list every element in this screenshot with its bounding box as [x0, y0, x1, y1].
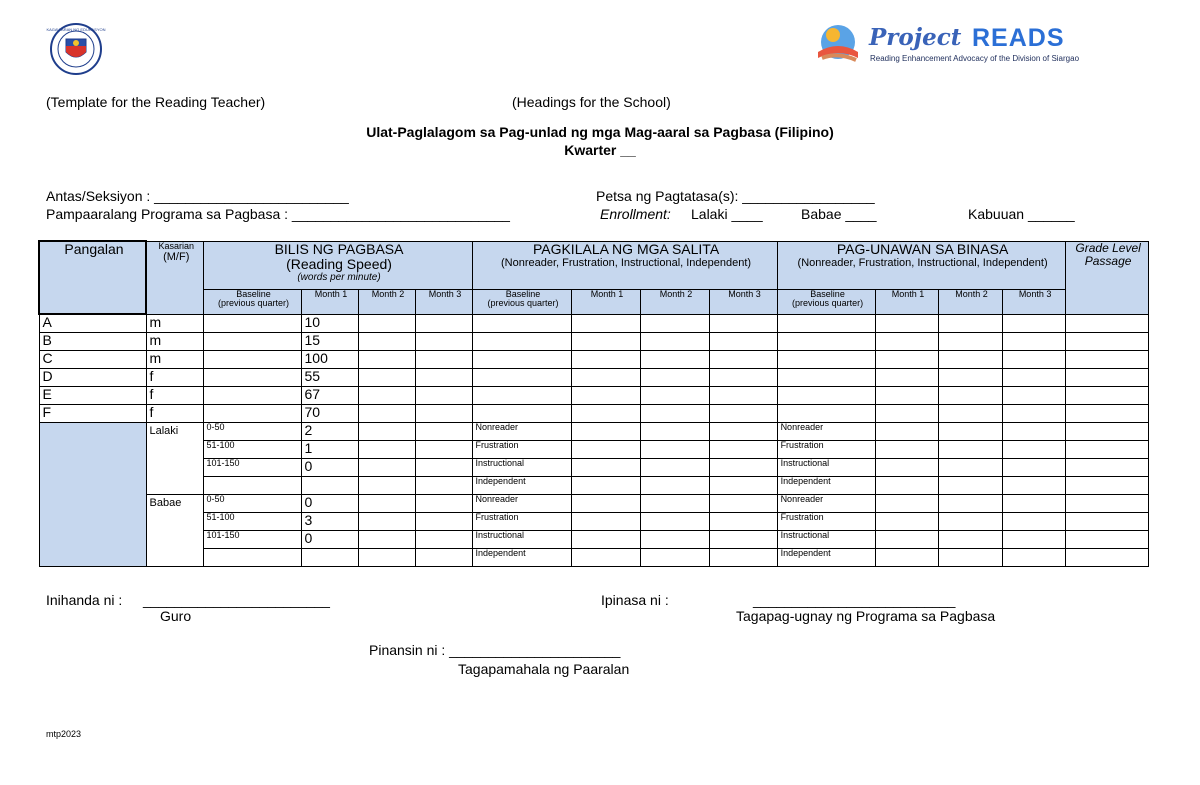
lalaki-field: Lalaki ____ [691, 206, 763, 222]
babae-label: Babae [146, 494, 203, 566]
table-row: A m 10 [39, 314, 1148, 332]
ipinasa-line: __________________________ [753, 592, 956, 608]
enrollment-label: Enrollment: [600, 206, 671, 222]
recog-baseline: Baseline (previous quarter) [472, 289, 571, 314]
word-recognition-header: PAGKILALA NG MGA SALITA (Nonreader, Frustration, Instructional, Independent) [472, 241, 777, 289]
antas-field: Antas/Seksiyon : _________________________ [46, 188, 349, 204]
template-note: (Template for the Reading Teacher) [46, 94, 266, 110]
lalaki-label: Lalaki [146, 422, 203, 494]
summary-row: 51-100 3 Frustration Frustration [39, 512, 1148, 530]
deped-seal-logo [45, 22, 107, 76]
col-kasarian: Kasarian (M/F) [146, 241, 203, 314]
compr-month1: Month 1 [875, 289, 938, 314]
pinansin-field: Pinansin ni : ______________________ [369, 642, 621, 658]
recog-month1: Month 1 [571, 289, 640, 314]
coordinator-label: Tagapag-ugnay ng Programa sa Pagbasa [736, 608, 996, 624]
comprehension-header: PAG-UNAWAN SA BINASA (Nonreader, Frustration, Instructional, Independent) [777, 241, 1065, 289]
summary-row: 101-150 0 Instructional Instructional [39, 458, 1148, 476]
reading-speed-header: BILIS NG PAGBASA (Reading Speed) (words per minute) [203, 241, 472, 289]
footer-code: mtp2023 [46, 729, 82, 739]
babae-field: Babae ____ [801, 206, 877, 222]
summary-row: Lalaki 0-50 2 Nonreader Nonreader [39, 422, 1148, 440]
summary-row: 101-150 0 Instructional Instructional [39, 530, 1148, 548]
programa-field: Pampaaralang Programa sa Pagbasa : ____________________________ [46, 206, 510, 222]
kabuuan-label [39, 422, 146, 566]
table-row: F f 70 [39, 404, 1148, 422]
headings-note: (Headings for the School) [512, 94, 671, 110]
table-row: B m 15 [39, 332, 1148, 350]
kabuuan-field: Kabuuan ______ [968, 206, 1075, 222]
col-pangalan: Pangalan [39, 241, 146, 314]
recog-month3: Month 3 [709, 289, 777, 314]
speed-baseline: Baseline (previous quarter) [203, 289, 301, 314]
inihanda-line: ________________________ [143, 592, 330, 608]
speed-month2: Month 2 [358, 289, 415, 314]
ipinasa-label: Ipinasa ni : [601, 592, 669, 608]
project-reads-logo: Project READS Reading Enhancement Advocacy of the Division of Siargao [812, 22, 1092, 68]
speed-month1: Month 1 [301, 289, 358, 314]
svg-text:KAGAWARAN NG EDUKASYON: KAGAWARAN NG EDUKASYON [46, 27, 106, 32]
report-title: Ulat-Paglalagom sa Pag-unlad ng mga Mag-aaral sa Pagbasa (Filipino) [366, 124, 834, 140]
summary-row: Independent Independent [39, 548, 1148, 566]
principal-label: Tagapamahala ng Paaralan [458, 661, 630, 677]
quarter-line: Kwarter __ [564, 142, 636, 158]
summary-row: Independent Independent [39, 476, 1148, 494]
reading-progress-table [38, 240, 1149, 567]
table-row: D f 55 [39, 368, 1148, 386]
table-row: C m 100 [39, 350, 1148, 368]
compr-month3: Month 3 [1002, 289, 1065, 314]
grade-level-header: Grade Level Passage [1065, 241, 1148, 314]
summary-row: Babae 0-50 0 Nonreader Nonreader [39, 494, 1148, 512]
reads-emblem-icon [812, 22, 868, 68]
speed-month3: Month 3 [415, 289, 472, 314]
inihanda-label: Inihanda ni : [46, 592, 123, 608]
compr-baseline: Baseline (previous quarter) [777, 289, 875, 314]
petsa-field: Petsa ng Pagtatasa(s): _________________ [596, 188, 875, 204]
table-row: E f 67 [39, 386, 1148, 404]
compr-month2: Month 2 [938, 289, 1002, 314]
guro-label: Guro [160, 608, 192, 624]
summary-row: 51-100 1 Frustration Frustration [39, 440, 1148, 458]
recog-month2: Month 2 [640, 289, 709, 314]
